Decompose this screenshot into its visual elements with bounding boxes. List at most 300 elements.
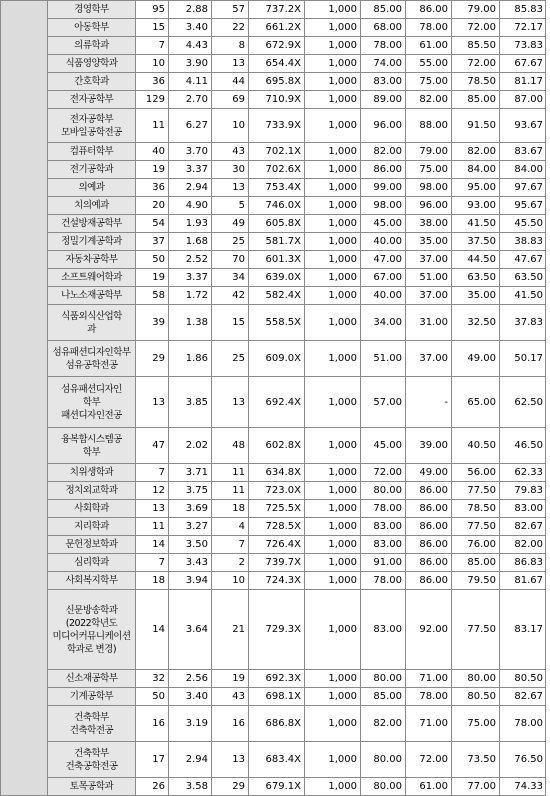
value-cell: 1,000	[305, 482, 361, 500]
value-cell: 40.00	[361, 287, 406, 305]
value-cell: 7	[136, 554, 169, 572]
value-cell: 80.00	[361, 778, 406, 796]
value-cell: 3.27	[169, 518, 212, 536]
value-cell: 29	[136, 341, 169, 377]
value-cell: 3.40	[169, 19, 212, 37]
value-cell: 1,000	[305, 179, 361, 197]
value-cell: 3.37	[169, 269, 212, 287]
value-cell: 37	[136, 233, 169, 251]
value-cell: 98.00	[406, 179, 452, 197]
value-cell: 81.67	[500, 572, 546, 590]
value-cell: 85.00	[452, 91, 500, 109]
department-cell	[48, 778, 136, 796]
value-cell: 37.50	[452, 233, 500, 251]
value-cell: 14	[136, 536, 169, 554]
table-row	[1, 305, 546, 341]
value-cell: 49	[212, 215, 249, 233]
value-cell: 1,000	[305, 55, 361, 73]
value-cell: 73.83	[500, 37, 546, 55]
value-cell: 4.43	[169, 37, 212, 55]
value-cell: 1,000	[305, 1, 361, 19]
table-row	[1, 287, 546, 305]
table-row	[1, 55, 546, 73]
value-cell: 43	[212, 143, 249, 161]
department-cell	[48, 482, 136, 500]
value-cell: 38.00	[406, 215, 452, 233]
value-cell: 1,000	[305, 742, 361, 778]
value-cell: 2.94	[169, 742, 212, 778]
value-cell: 80.00	[452, 670, 500, 688]
value-cell: 733.9X	[249, 109, 305, 143]
department-cell	[48, 269, 136, 287]
department-name-line: 과	[87, 323, 96, 335]
value-cell: 46.50	[500, 428, 546, 464]
value-cell: 18	[212, 500, 249, 518]
department-name-line: 학부	[82, 446, 101, 458]
department-name-line: 학부	[82, 396, 101, 408]
table-row	[1, 464, 546, 482]
value-cell: 72.17	[500, 19, 546, 37]
department-name-line: 신문방송학과	[65, 604, 118, 616]
table-row	[1, 73, 546, 91]
value-cell: 1,000	[305, 37, 361, 55]
value-cell: 80.50	[452, 688, 500, 706]
department-name-line: 섬유패션디자인학부	[52, 346, 131, 358]
value-cell: 1,000	[305, 19, 361, 37]
value-cell: 654.4X	[249, 55, 305, 73]
value-cell: 16	[136, 706, 169, 742]
value-cell: 86.00	[406, 1, 452, 19]
value-cell: 609.0X	[249, 341, 305, 377]
value-cell: 1,000	[305, 778, 361, 796]
table-row	[1, 688, 546, 706]
value-cell: 683.4X	[249, 742, 305, 778]
value-cell: 2	[212, 554, 249, 572]
value-cell: 77.50	[452, 482, 500, 500]
department-name-line: 의류학과	[74, 40, 109, 51]
value-cell: 41.50	[452, 215, 500, 233]
value-cell: 25	[212, 233, 249, 251]
department-cell	[48, 287, 136, 305]
value-cell: 26	[136, 778, 169, 796]
value-cell: 79.00	[406, 143, 452, 161]
value-cell: 1,000	[305, 287, 361, 305]
value-cell: 1,000	[305, 377, 361, 428]
department-name-line: 사회복지학부	[65, 575, 118, 586]
value-cell: 71.00	[406, 706, 452, 742]
value-cell: 93.00	[452, 197, 500, 215]
value-cell: 10	[136, 55, 169, 73]
department-name-line: 의예과	[78, 182, 105, 193]
value-cell: 1,000	[305, 500, 361, 518]
department-name-line: 기계공학부	[69, 691, 114, 702]
table-row	[1, 233, 546, 251]
value-cell: 95.67	[500, 197, 546, 215]
department-cell	[48, 73, 136, 91]
value-cell: 83.00	[361, 73, 406, 91]
value-cell: 14	[136, 590, 169, 670]
value-cell: 4.11	[169, 73, 212, 91]
value-cell: 50.17	[500, 341, 546, 377]
value-cell: 2.70	[169, 91, 212, 109]
department-name-line: 치의예과	[74, 200, 109, 211]
department-cell	[48, 590, 136, 670]
value-cell: 7	[212, 536, 249, 554]
value-cell: 1,000	[305, 109, 361, 143]
value-cell: 55.00	[406, 55, 452, 73]
value-cell: 692.3X	[249, 670, 305, 688]
value-cell: 19	[136, 161, 169, 179]
value-cell: 1,000	[305, 464, 361, 482]
value-cell: 38.83	[500, 233, 546, 251]
value-cell: 15	[136, 19, 169, 37]
value-cell: 75.00	[452, 706, 500, 742]
department-name-line: 섬유패션디자인	[61, 383, 122, 395]
department-name-line: 사회학과	[74, 503, 109, 514]
table-row	[1, 554, 546, 572]
department-cell	[48, 251, 136, 269]
value-cell: 19	[212, 670, 249, 688]
value-cell: 30	[212, 161, 249, 179]
value-cell: 58	[136, 287, 169, 305]
department-cell	[48, 1, 136, 19]
value-cell: 4.90	[169, 197, 212, 215]
value-cell: 82.00	[406, 91, 452, 109]
value-cell: 77.00	[452, 778, 500, 796]
value-cell: 61.00	[406, 778, 452, 796]
value-cell: 1.38	[169, 305, 212, 341]
value-cell: 17	[136, 742, 169, 778]
department-name-line: 아동학부	[74, 22, 109, 33]
table-row	[1, 590, 546, 670]
value-cell: 1,000	[305, 197, 361, 215]
value-cell: 72.00	[406, 742, 452, 778]
value-cell: 67.00	[361, 269, 406, 287]
value-cell: 85.50	[452, 37, 500, 55]
value-cell: 86.00	[406, 536, 452, 554]
value-cell: 82.67	[500, 688, 546, 706]
value-cell: 87.00	[500, 91, 546, 109]
value-cell: 54	[136, 215, 169, 233]
department-cell	[48, 179, 136, 197]
value-cell: 7	[136, 464, 169, 482]
value-cell: 82.00	[361, 143, 406, 161]
value-cell: 45.50	[500, 215, 546, 233]
value-cell: 82.00	[452, 143, 500, 161]
value-cell: 20	[136, 197, 169, 215]
value-cell: 723.0X	[249, 482, 305, 500]
value-cell: 78.00	[361, 572, 406, 590]
value-cell: 47.00	[361, 251, 406, 269]
value-cell: 10	[212, 109, 249, 143]
table-row	[1, 742, 546, 778]
department-cell	[48, 109, 136, 143]
value-cell: 3.90	[169, 55, 212, 73]
value-cell: 36	[136, 179, 169, 197]
value-cell: 692.4X	[249, 377, 305, 428]
value-cell: 63.50	[500, 269, 546, 287]
department-cell	[48, 688, 136, 706]
department-name-line: 문헌정보학과	[65, 539, 118, 550]
value-cell: 78.00	[361, 37, 406, 55]
value-cell: 74.00	[361, 55, 406, 73]
value-cell: 1,000	[305, 215, 361, 233]
value-cell: 39.00	[406, 428, 452, 464]
value-cell: 1,000	[305, 233, 361, 251]
value-cell: 91.00	[361, 554, 406, 572]
department-name-line: 토목공학과	[69, 781, 114, 792]
department-cell	[48, 161, 136, 179]
value-cell: -	[406, 377, 452, 428]
value-cell: 78.50	[452, 500, 500, 518]
value-cell: 3.37	[169, 161, 212, 179]
value-cell: 558.5X	[249, 305, 305, 341]
value-cell: 84.00	[500, 161, 546, 179]
table-row	[1, 197, 546, 215]
department-cell	[48, 19, 136, 37]
value-cell: 746.0X	[249, 197, 305, 215]
table-row	[1, 377, 546, 428]
value-cell: 76.00	[452, 536, 500, 554]
value-cell: 71.00	[406, 670, 452, 688]
value-cell: 73.50	[452, 742, 500, 778]
value-cell: 36	[136, 73, 169, 91]
value-cell: 41.50	[500, 287, 546, 305]
value-cell: 67.67	[500, 55, 546, 73]
department-name-line: 미디어커뮤니케이션	[52, 630, 131, 642]
table-row	[1, 215, 546, 233]
value-cell: 37.00	[406, 341, 452, 377]
table-row	[1, 251, 546, 269]
value-cell: 83.17	[500, 590, 546, 670]
value-cell: 710.9X	[249, 91, 305, 109]
value-cell: 1,000	[305, 428, 361, 464]
department-cell	[48, 233, 136, 251]
value-cell: 1,000	[305, 341, 361, 377]
value-cell: 80.00	[361, 742, 406, 778]
value-cell: 3.40	[169, 688, 212, 706]
value-cell: 49.00	[452, 341, 500, 377]
value-cell: 3.64	[169, 590, 212, 670]
value-cell: 91.50	[452, 109, 500, 143]
value-cell: 85.83	[500, 1, 546, 19]
value-cell: 2.56	[169, 670, 212, 688]
value-cell: 702.1X	[249, 143, 305, 161]
value-cell: 56.00	[452, 464, 500, 482]
department-name-line: 건설방재공학부	[61, 218, 122, 229]
value-cell: 724.3X	[249, 572, 305, 590]
value-cell: 44	[212, 73, 249, 91]
value-cell: 582.4X	[249, 287, 305, 305]
value-cell: 40.00	[361, 233, 406, 251]
value-cell: 74.33	[500, 778, 546, 796]
value-cell: 5	[212, 197, 249, 215]
department-cell	[48, 91, 136, 109]
table-row	[1, 518, 546, 536]
value-cell: 11	[212, 482, 249, 500]
department-cell	[48, 500, 136, 518]
table-row	[1, 161, 546, 179]
department-name-line: 자동차공학부	[65, 254, 118, 265]
value-cell: 96.00	[361, 109, 406, 143]
value-cell: 72.00	[452, 55, 500, 73]
department-name-line: 정밀기계공학과	[61, 236, 122, 247]
value-cell: 1,000	[305, 251, 361, 269]
value-cell: 2.94	[169, 179, 212, 197]
value-cell: 86.00	[406, 500, 452, 518]
department-name-line: 건축공학전공	[65, 760, 118, 772]
department-cell	[48, 428, 136, 464]
value-cell: 11	[136, 518, 169, 536]
value-cell: 61.00	[406, 37, 452, 55]
value-cell: 86.83	[500, 554, 546, 572]
department-name-line: 간호학과	[74, 76, 109, 87]
value-cell: 77.50	[452, 590, 500, 670]
department-cell	[48, 554, 136, 572]
value-cell: 85.00	[361, 688, 406, 706]
value-cell: 602.8X	[249, 428, 305, 464]
group-cell	[1, 1, 48, 796]
value-cell: 84.00	[452, 161, 500, 179]
department-name-line: 정치외교학과	[65, 485, 118, 496]
value-cell: 86.00	[406, 554, 452, 572]
value-cell: 93.67	[500, 109, 546, 143]
value-cell: 1.72	[169, 287, 212, 305]
table-row	[1, 572, 546, 590]
value-cell: 80.00	[361, 670, 406, 688]
value-cell: 80.50	[500, 670, 546, 688]
department-name-line: 학과로 변경)	[66, 643, 117, 655]
value-cell: 1,000	[305, 91, 361, 109]
table-row	[1, 109, 546, 143]
value-cell: 68.00	[361, 19, 406, 37]
value-cell: 72.00	[452, 19, 500, 37]
value-cell: 86.00	[406, 518, 452, 536]
value-cell: 79.50	[452, 572, 500, 590]
value-cell: 48	[212, 428, 249, 464]
table-row	[1, 179, 546, 197]
department-name-line: 모바일공학전공	[61, 126, 122, 138]
value-cell: 13	[136, 377, 169, 428]
value-cell: 1,000	[305, 143, 361, 161]
department-name-line: 지리학과	[74, 521, 109, 532]
value-cell: 47	[136, 428, 169, 464]
value-cell: 78.50	[452, 73, 500, 91]
value-cell: 129	[136, 91, 169, 109]
value-cell: 13	[136, 500, 169, 518]
value-cell: 737.2X	[249, 1, 305, 19]
value-cell: 40.50	[452, 428, 500, 464]
value-cell: 18	[136, 572, 169, 590]
value-cell: 1.86	[169, 341, 212, 377]
value-cell: 44.50	[452, 251, 500, 269]
value-cell: 726.4X	[249, 536, 305, 554]
value-cell: 95.00	[452, 179, 500, 197]
department-name-line: 식품외식산업학	[61, 310, 122, 322]
value-cell: 51.00	[361, 341, 406, 377]
value-cell: 698.1X	[249, 688, 305, 706]
table-row	[1, 428, 546, 464]
value-cell: 22	[212, 19, 249, 37]
department-cell	[48, 536, 136, 554]
value-cell: 88.00	[406, 109, 452, 143]
department-cell	[48, 377, 136, 428]
value-cell: 1,000	[305, 161, 361, 179]
value-cell: 76.50	[500, 742, 546, 778]
table-row	[1, 670, 546, 688]
value-cell: 1,000	[305, 554, 361, 572]
value-cell: 32	[136, 670, 169, 688]
value-cell: 81.17	[500, 73, 546, 91]
department-name-line: 나노소재공학부	[61, 290, 122, 301]
value-cell: 37.00	[406, 251, 452, 269]
department-cell	[48, 670, 136, 688]
value-cell: 702.6X	[249, 161, 305, 179]
value-cell: 1.68	[169, 233, 212, 251]
value-cell: 65.00	[452, 377, 500, 428]
department-name-line: 심리학과	[74, 557, 109, 568]
table-row	[1, 19, 546, 37]
value-cell: 1,000	[305, 73, 361, 91]
value-cell: 83.00	[500, 500, 546, 518]
value-cell: 86.00	[406, 482, 452, 500]
value-cell: 50	[136, 688, 169, 706]
value-cell: 75.00	[406, 73, 452, 91]
value-cell: 15	[212, 305, 249, 341]
value-cell: 69	[212, 91, 249, 109]
value-cell: 83.00	[361, 590, 406, 670]
value-cell: 12	[136, 482, 169, 500]
department-cell	[48, 197, 136, 215]
value-cell: 78.00	[406, 19, 452, 37]
value-cell: 79.83	[500, 482, 546, 500]
value-cell: 13	[212, 55, 249, 73]
value-cell: 39	[136, 305, 169, 341]
value-cell: 34.00	[361, 305, 406, 341]
value-cell: 2.52	[169, 251, 212, 269]
value-cell: 78.00	[500, 706, 546, 742]
value-cell: 3.71	[169, 464, 212, 482]
value-cell: 725.5X	[249, 500, 305, 518]
value-cell: 78.00	[361, 500, 406, 518]
value-cell: 1,000	[305, 670, 361, 688]
department-name-line: (2022학년도	[65, 617, 118, 629]
department-name-line: 치위생학과	[69, 467, 114, 478]
value-cell: 3.19	[169, 706, 212, 742]
table-row	[1, 341, 546, 377]
department-name-line: 건축학부	[74, 747, 109, 759]
value-cell: 11	[212, 464, 249, 482]
value-cell: 37.00	[406, 287, 452, 305]
value-cell: 672.9X	[249, 37, 305, 55]
value-cell: 99.00	[361, 179, 406, 197]
value-cell: 13	[212, 742, 249, 778]
value-cell: 75.00	[406, 161, 452, 179]
value-cell: 62.50	[500, 377, 546, 428]
value-cell: 8	[212, 37, 249, 55]
value-cell: 2.02	[169, 428, 212, 464]
department-cell	[48, 706, 136, 742]
value-cell: 83.00	[361, 536, 406, 554]
value-cell: 3.50	[169, 536, 212, 554]
value-cell: 3.94	[169, 572, 212, 590]
value-cell: 62.33	[500, 464, 546, 482]
value-cell: 739.7X	[249, 554, 305, 572]
value-cell: 3.85	[169, 377, 212, 428]
department-name-line: 건축학부	[74, 711, 109, 723]
value-cell: 45.00	[361, 215, 406, 233]
value-cell: 31.00	[406, 305, 452, 341]
